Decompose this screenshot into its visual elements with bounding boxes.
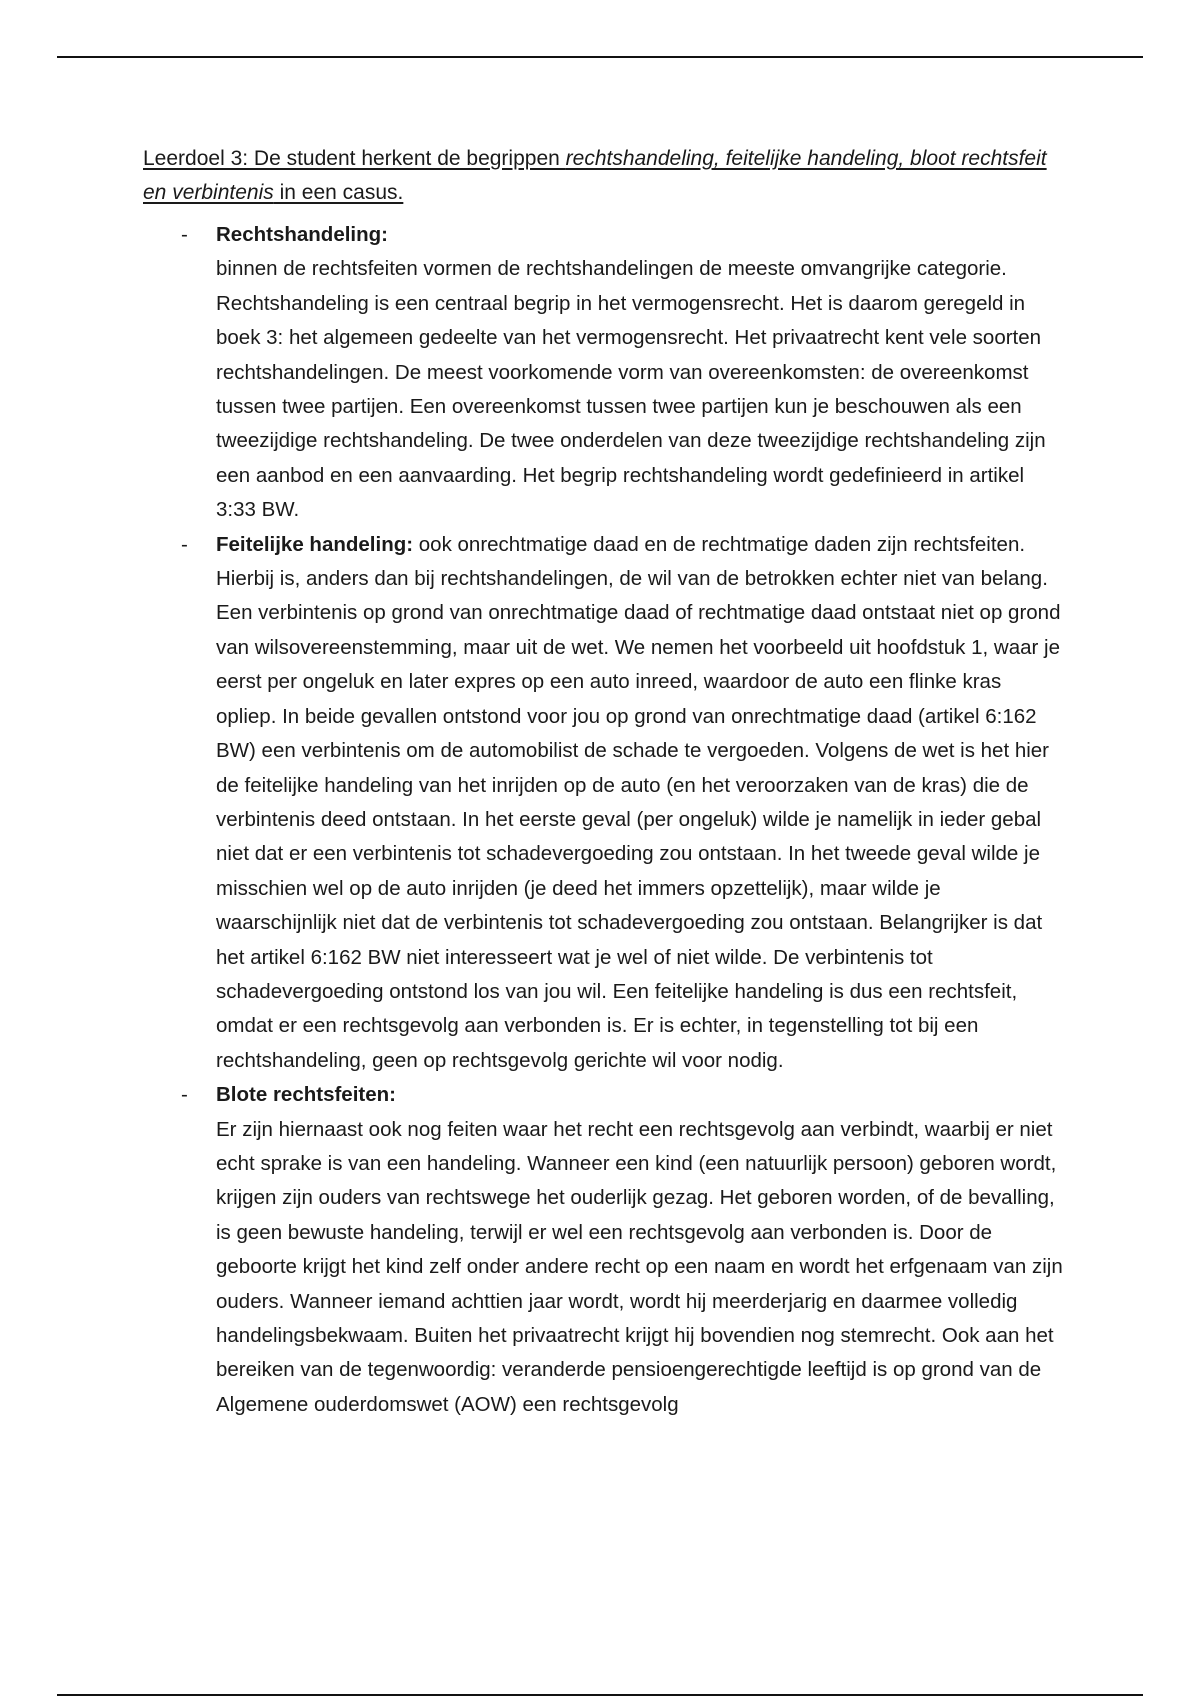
item-text: Er zijn hiernaast ook nog feiten waar het recht een rechtsgevolg aan verbindt, waarbij er niet echt sprake is van een handeling. Wanneer een kind (een natuurlijk persoon) geboren wordt, krijgen zijn ouders van rechtswege het ouderlijk gezag. Het geboren worden, of de bevalling, is geen bewuste handeling, terwijl er wel een rechtsgevolg aan verbonden is. Door de geboorte krijgt het kind zelf onder andere recht op een naam en wordt het erfgenaam van zijn ouders. Wanneer iemand achttien jaar wordt, wordt hij meerderjarig en daarmee volledig handelingsbekwaam. Buiten het privaatrecht krijgt hij bovendien nog stemrecht. Ook aan het bereiken van de tegenwoordig: veranderde pensioengerechtigde leeftijd is op grond van de Algemene ouderdomswet (AOW) een rechtsgevolg — [216, 1117, 1063, 1416]
footer-rule — [57, 1694, 1143, 1696]
item-text: ook onrechtmatige daad en de rechtmatige daden zijn rechtsfeiten. Hierbij is, anders dan bij rechtshandelingen, de wil van de betrokken echter niet van belang. Een verbintenis op grond van onrechtmatige daad of rechtmatige daad ontstaat niet op grond van wilsovereenstemming, maar uit de wet. We nemen het voorbeeld uit hoofdstuk 1, waar je eerst per ongeluk en later expres op een auto inreed, waardoor de auto een flinke kras opliep. In beide gevallen ontstond voor jou op grond van onrechtmatige daad (artikel 6:162 BW) een verbintenis om de automobilist de schade te vergoeden. Volgens de wet is het hier de feitelijke handeling van het inrijden op de auto (en het veroorzaken van de kras) die de verbintenis deed ontstaan. In het eerste geval (per ongeluk) wilde je namelijk in ieder gebal niet dat er een verbintenis tot schadevergoeding zou ontstaan. In het tweede geval wilde je misschien wel op de auto inrijden (je deed het immers opzettelijk), maar wilde je waarschijnlijk niet dat de verbintenis tot schadevergoeding zou ontstaan. Belangrijker is dat het artikel 6:162 BW niet interesseert wat je wel of niet wilde. De verbintenis tot schadevergoeding ontstond los van jou wil. Een feitelijke handeling is dus een rechtsfeit, omdat er een rechtsgevolg aan verbonden is. Er is echter, in tegenstelling tot bij een rechtshandeling, geen op rechtsgevolg gerichte wil voor nodig. — [216, 532, 1061, 1072]
concept-list — [143, 218, 1063, 1422]
list-item-rechtshandeling — [143, 218, 1063, 528]
heading-suffix: in een casus. — [273, 181, 404, 204]
list-item-feitelijke-handeling — [143, 528, 1063, 1079]
list-bullet: - — [181, 1083, 188, 1107]
learning-goal-heading — [143, 142, 1063, 210]
header-rule — [57, 56, 1143, 58]
list-bullet: - — [181, 532, 188, 556]
list-item-blote-rechtsfeiten — [143, 1078, 1063, 1422]
item-title: Feitelijke handeling: — [216, 532, 419, 556]
heading-terms: rechtshandeling, feitelijke handeling, bloot rechtsfeit en verbintenis — [143, 147, 1047, 204]
item-title: Blote rechtsfeiten: — [216, 1083, 396, 1107]
item-title: Rechtshandeling: — [216, 223, 388, 246]
item-text: binnen de rechtsfeiten vormen de rechtshandelingen de meeste omvangrijke categorie. Rechtshandeling is een centraal begrip in het vermogensrecht. Het is daarom geregeld in boek 3: het algemeen gedeelte van het vermogensrecht. Het privaatrecht kent vele soorten rechtshandelingen. De meest voorkomende vorm van overeenkomsten: de overeenkomst tussen twee partijen. Een overeenkomst tussen twee partijen kun je beschouwen als een tweezijdige rechtshandeling. De twee onderdelen van deze tweezijdige rechtshandeling zijn een aanbod en een aanvaarding. Het begrip rechtshandeling wordt gedefinieerd in artikel 3:33 BW. — [216, 257, 1046, 522]
document-body — [143, 142, 1063, 1422]
heading-prefix: Leerdoel 3: De student herkent de begrippen — [143, 147, 566, 170]
list-bullet: - — [181, 223, 188, 246]
